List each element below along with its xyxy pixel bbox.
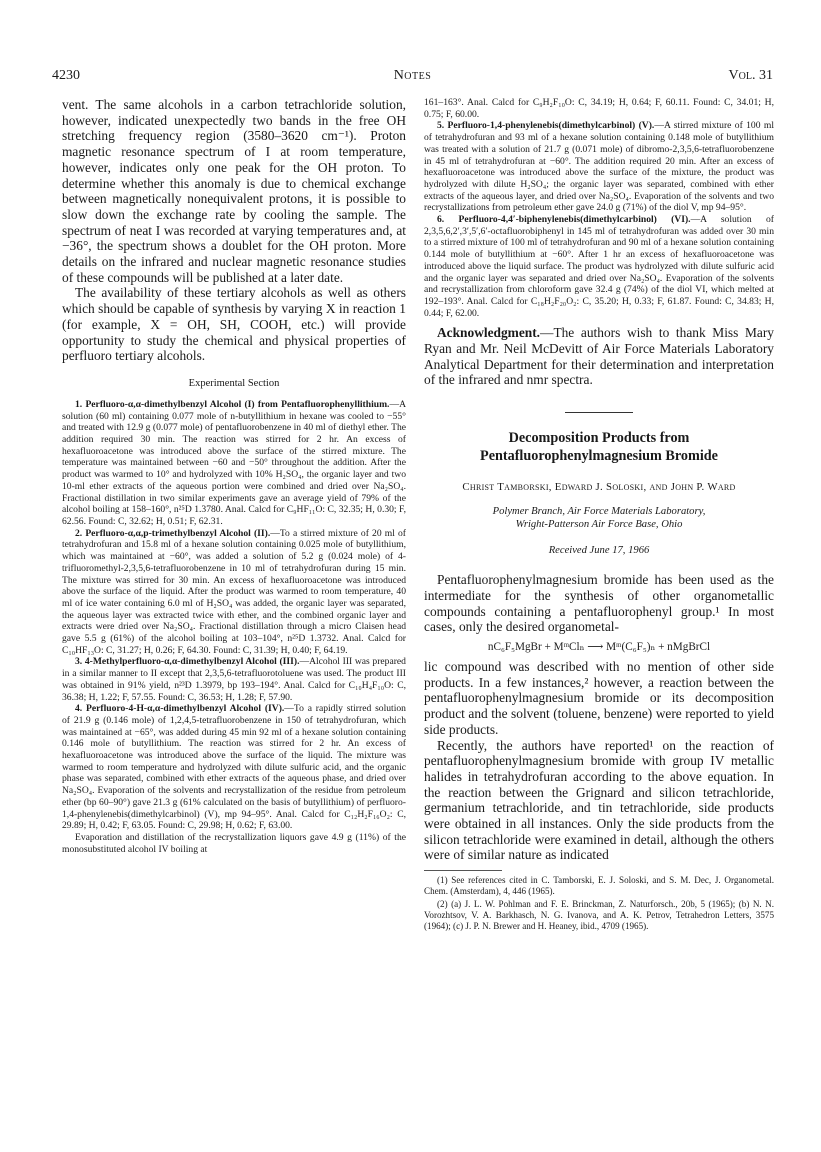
experiment-title: 1. Perfluoro-α,α-dimethylbenzyl Alcohol (I) from Pentafluorophenyllithium. [75, 398, 390, 410]
experiment-title: 6. Perfluoro-4,4′-biphenylenebis(dimethylcarbinol) (VI). [437, 214, 691, 226]
article-title: Decomposition Products from [508, 430, 690, 447]
experiment-paragraph [62, 703, 406, 832]
body-paragraph: Recently, the authors have reported¹ on the reaction of pentafluorophenylmagnesium bromide with group IV metallic halides in tetrahydrofuran according to the above equation. In the reaction between the Grignard and silicon tetrachloride, germanium tetrachloride, and tin tetrachloride, side products were obtained in all instances. Only the side products from the silicon tetrachloride were examined in detail, although the others were of similar nature as indicated [424, 737, 774, 863]
article-authors: Christ Tamborski, Edward J. Soloski, and John P. Ward [462, 481, 736, 494]
article-divider [565, 412, 633, 413]
right-column [424, 97, 774, 933]
experiment-title: 4. Perfluoro-4-H-α,α-dimethylbenzyl Alcohol (IV). [75, 703, 285, 715]
reaction-equation: nC₆F₅MgBr + MᵐClₙ ⟶ Mᵐ(C₆F₅)ₙ + nMgBrCl [487, 640, 711, 653]
experiment-paragraph [62, 399, 406, 528]
footnote: (1) See references cited in C. Tamborski, E. J. Soloski, and S. M. Dec, J. Organometal. Chem. (Amsterdam), 4, 446 (1965). [424, 875, 774, 897]
article-title: Pentafluorophenylmagnesium Bromide [480, 448, 718, 465]
acknowledgment-body: —The authors wish to thank Miss Mary Ryan and Mr. Neil McDevitt of Air Force Materials Laboratory Analytical Department for their determination and interpretation of the infrared and nmr spectra. [424, 325, 774, 388]
body-paragraph: lic compound was described with no mention of other side products. In a few instances,² however, a reaction between the pentafluorophenylmagnesium bromide or its decomposition product and the solvent (toluene, benzene) were reported to yield side products. [424, 658, 774, 737]
affiliation: Polymer Branch, Air Force Materials Laboratory, [492, 506, 706, 518]
experiment-paragraph [424, 120, 774, 214]
body-paragraph: vent. The same alcohols in a carbon tetrachloride solution, however, indicated unexpectedly two bands in the free OH stretching frequency region (3580–3620 cm⁻¹). Proton magnetic resonance spectrum of I at room temperature, however, indicates only one peak for the OH proton. To determine whether this anomaly is due to chemical exchange between magnetically nonequivalent protons, it is possible to slow down the exchange rate by cooling the sample. The spectrum of neat I was recorded at varying temperatures and, at −36°, the spectrum shows a doublet for the OH proton. More details on the infrared and nuclear magnetic resonance studies of these compounds will be published at a later date. [62, 97, 406, 285]
experiment-title: 2. Perfluoro-α,α,p-trimethylbenzyl Alcohol (II). [75, 527, 271, 539]
experiment-body: —To a stirred mixture of 20 ml of tetrahydrofuran and 15.8 ml of a hexane solution containing 0.025 mole of butyllithium, which was maintained at −60°, was added a solution of 5.2 g (0.024 mole) of 4-trifluoromethyl-2,3,5,6-tetrafluorobenzene in 10 ml of tetrahydrofuran during 15 min. The mixture was stirred for 30 min. An excess of hexafluoroacetone was introduced above the surface of the liquid. After the product was warmed to room temperature, 40 ml of ice water containing 6.0 ml of H₂SO₄ was added, the organic layer was separated, the aqueous layer was extracted twice with ether, and the combined organic layer and extracts were dried over Na₂SO₄. Fractional distillation through a micro Claisen head gave 5.5 g (61%) of the alcohol boiling at 103–104°, n²⁵D 1.3732. Anal. Calcd for C₁₀HF₁₃O: C, 31.27; H, 0.26; F, 64.30. Found: C, 31.39; H, 0.40; F, 64.19. [62, 527, 406, 656]
volume-label: Vol. 31 [728, 68, 773, 83]
acknowledgment [424, 325, 774, 388]
experiment-body: —A solution (60 ml) containing 0.077 mole of n-butyllithium in hexane was cooled to −55° and treated with 12.9 g (0.077 mole) of pentafluorobenzene in 40 ml of diethyl ether. The addition required 30 min. The reaction was stirred for 2 hr. An excess of hexafluoroacetone was introduced above the surface of the stirred mixture. The temperature was maintained between −60 and −50° throughout the addition. After the product was warmed to 10° and hydrolyzed with 10% H₂SO₄, the organic layer and two 10-ml ether extracts of the aqueous portion were combined and dried over Na₂SO₄. Fractional distillation in two similar experiments gave an average yield of 79% of the alcohol boiling at 158–160°, n²⁵D 1.3780. Anal. Calcd for C₉HF₁₁O: C, 32.35; H, 0.30; F, 62.56. Found: C, 32.62; H, 0.51; F, 62.31. [62, 398, 406, 527]
experiment-paragraph: 161–163°. Anal. Calcd for C₉H₂F₁₀O: C, 34.19; H, 0.64; F, 60.11. Found: C, 34.01; H, 0.75; F, 60.00. [424, 97, 774, 120]
experiment-body: —A stirred mixture of 100 ml of tetrahydrofuran and 93 ml of a hexane solution containing 0.148 mole of butyllithium was treated with a solution of 21.7 g (0.071 mole) of dibromo-2,3,5,6-tetrafluorobenzene in 45 ml of tetrahydrofuran at −60°. The addition required 20 min. After an excess of hexafluoroacetone was introduced above the surface of the mixture, the product was hydrolyzed with dilute H₂SO₄; the organic layer was separated, combined with ether extracts of the aqueous layer, and dried over Na₂SO₄. Evaporation of the solvents and two recrystallizations from petroleum ether gave 24.0 g (71%) of the diol V, mp 94–95°. [424, 120, 775, 214]
body-paragraph: Pentafluorophenylmagnesium bromide has been used as the intermediate for the synthesis of other organometallic compounds containing a pentafluorophenyl group.¹ In most cases, only the desired organometal- [424, 572, 774, 635]
body-paragraph: The availability of these tertiary alcohols as well as others which should be capable of synthesis by varying X in reaction 1 (for example, X = OH, SH, COOH, etc.) will provide opportunity to study the chemical and physical properties of perfluoro tertiary alcohols. [62, 285, 406, 364]
left-column [62, 97, 406, 855]
footnote-divider [424, 870, 502, 871]
experiment-paragraph [62, 656, 406, 703]
experiment-body: —To a rapidly stirred solution of 21.9 g (0.146 mole) of 1,2,4,5-tetrafluorobenzene in 150 of tetrahydrofuran, which was maintained at −65°, was added during 45 min 92 ml of a hexane solution containing 0.146 mole of butyllithium. The reaction was stirred for 2 hr. An excess of hexafluoroacetone was introduced above the surface of the liquid. The mixture was warmed to room temperature and hydrolyzed with dilute sulfuric acid, and the organic phase was separated, combined with ether extracts of the aqueous phase, and dried over Na₂SO₄. Evaporation of the solvents and recrystallization of the residue from petroleum ether (bp 60–90°) gave 21.3 g (61% calculated on the basis of butyllithium) of perfluoro-1,4-phenylenebis(dimethylcarbinol) (V), mp 94–95°. Anal. Calcd for C₁₂H₂F₁₆O₂: C, 29.89; H, 0.42; F, 63.05. Found: C, 29.98; H, 0.62; F, 63.00. [62, 703, 406, 832]
footnote: (2) (a) J. L. W. Pohlman and F. E. Brinckman, Z. Naturforsch., 20b, 5 (1965); (b) N. N. Vorozhtsov, V. A. Barkhasch, N. G. Ivanova, and A. K. Petrov, Tetrahedron Letters, 3575 (1964); (c) J. P. N. Brewer and H. Heaney, ibid., 4709 (1965). [424, 898, 774, 931]
section-heading: Experimental Section [188, 377, 280, 389]
affiliation: Wright-Patterson Air Force Base, Ohio [515, 519, 683, 531]
running-head [52, 68, 773, 88]
experiment-title: 5. Perfluoro-1,4-phenylenebis(dimethylcarbinol) (V). [437, 120, 655, 132]
section-name: Notes [393, 68, 432, 83]
received-date: Received June 17, 1966 [548, 545, 650, 557]
experiment-body: —Alcohol III was prepared in a similar manner to II except that 2,3,5,6-tetrafluorotoluene was used. The product III was obtained in 91% yield, n²³D 1.3979, bp 193–194°. Anal. Calcd for C₁₀H₄F₁₀O: C, 36.38; H, 1.22; F, 57.55. Found: C, 36.53; H, 1.28; F, 57.90. [62, 656, 406, 703]
experiment-paragraph: Evaporation and distillation of the recrystallization liquors gave 4.9 g (11%) of the monosubstituted alcohol IV boiling at [62, 831, 406, 855]
experiment-paragraph [424, 214, 774, 319]
experiment-body: —A solution of 2,3,5,6,2′,3′,5′,6′-octafluorobiphenyl in 145 ml of tetrahydrofuran was added over 30 min to a stirred mixture of 100 ml of tetrahydrofuran and 90 ml of a hexane solution containing 0.144 mole of butyllithium at −60°. After 1 hr an excess of hexafluoroacetone was introduced above the liquid surface. The product was hydrolyzed with dilute sulfuric acid and the organic layer was separated and dried over Na₂SO₄. Evaporation of the solvents and recrystallization from chloroform gave 32.4 g (74%) of the diol VI, which melted at 192–193°. Anal. Calcd for C₁₈H₂F₂₀O₂: C, 35.20; H, 0.33; F, 61.87. Found: C, 34.83; H, 0.44; F, 62.00. [424, 214, 774, 319]
experiment-paragraph [62, 528, 406, 657]
experiment-title: 3. 4-Methylperfluoro-α,α-dimethylbenzyl Alcohol (III). [75, 656, 300, 668]
page-number: 4230 [52, 68, 80, 83]
acknowledgment-title: Acknowledgment. [437, 325, 541, 341]
